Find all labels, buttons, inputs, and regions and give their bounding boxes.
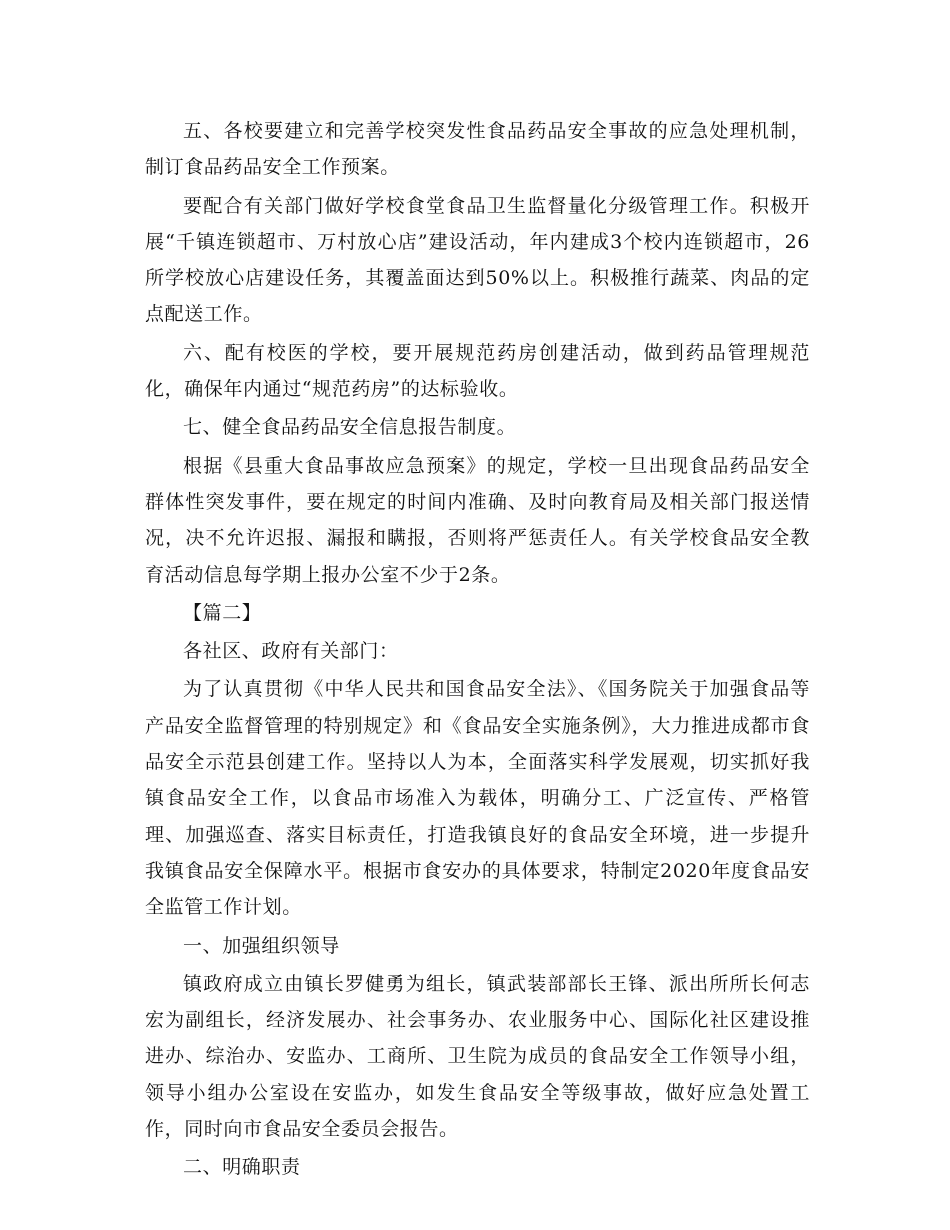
- paragraph-intro: 为了认真贯彻《中华人民共和国食品安全法》、《国务院关于加强食品等产品安全监督管理的特别规定》和《食品安全实施条例》，大力推进成都市食品安全示范县创建工作。坚持以人为本，全面落实科学发展观，切实抓好我镇食品安全工作，以食品市场准入为载体，明确分工、广泛宣传、严格管理、加强巡查、落实目标责任，打造我镇良好的食品安全环境，进一步提升我镇食品安全保障水平。根据市食安办的具体要求，特制定2020年度食品安全监管工作计划。: [145, 678, 810, 919]
- paragraph-section-5: 五、各校要建立和完善学校突发性食品药品安全事故的应急处理机制，制订食品药品安全工作预案。: [145, 120, 810, 179]
- heading-organization: 一、加强组织领导: [183, 934, 340, 957]
- salutation: 各社区、政府有关部门：: [183, 640, 399, 663]
- paragraph-section-6: 六、配有校医的学校，要开展规范药房创建活动，做到药品管理规范化，确保年内通过“规范药房”的达标验收。: [145, 341, 810, 401]
- paragraph-canteen-supervision: 要配合有关部门做好学校食堂食品卫生监督量化分级管理工作。积极开展“千镇连锁超市、万村放心店”建设活动，年内建成3个校内连锁超市，26所学校放心店建设任务，其覆盖面达到50%以上。积极推行蔬菜、肉品的定点配送工作。: [145, 194, 810, 326]
- paragraph-section-7: 七、健全食品药品安全信息报告制度。: [183, 416, 517, 439]
- document-body: [145, 113, 810, 1188]
- paragraph-reporting-rules: 根据《县重大食品事故应急预案》的规定，学校一旦出现食品药品安全群体性突发事件，要在规定的时间内准确、及时向教育局及相关部门报送情况，决不允许迟报、漏报和瞒报，否则将严惩责任人。有关学校食品安全教育活动信息每学期上报办公室不少于2条。: [145, 454, 810, 586]
- paragraph-leadership-group: 镇政府成立由镇长罗健勇为组长，镇武装部部长王锋、派出所所长何志宏为副组长，经济发展办、社会事务办、农业服务中心、国际化社区建设推进办、综治办、安监办、工商所、卫生院为成员的食品安全工作领导小组，领导小组办公室设在安监办，如发生食品安全等级事故，做好应急处置工作，同时向市食品安全委员会报告。: [145, 972, 810, 1141]
- heading-responsibilities: 二、明确职责: [183, 1156, 301, 1179]
- part-two-heading: 【篇二】: [183, 601, 262, 624]
